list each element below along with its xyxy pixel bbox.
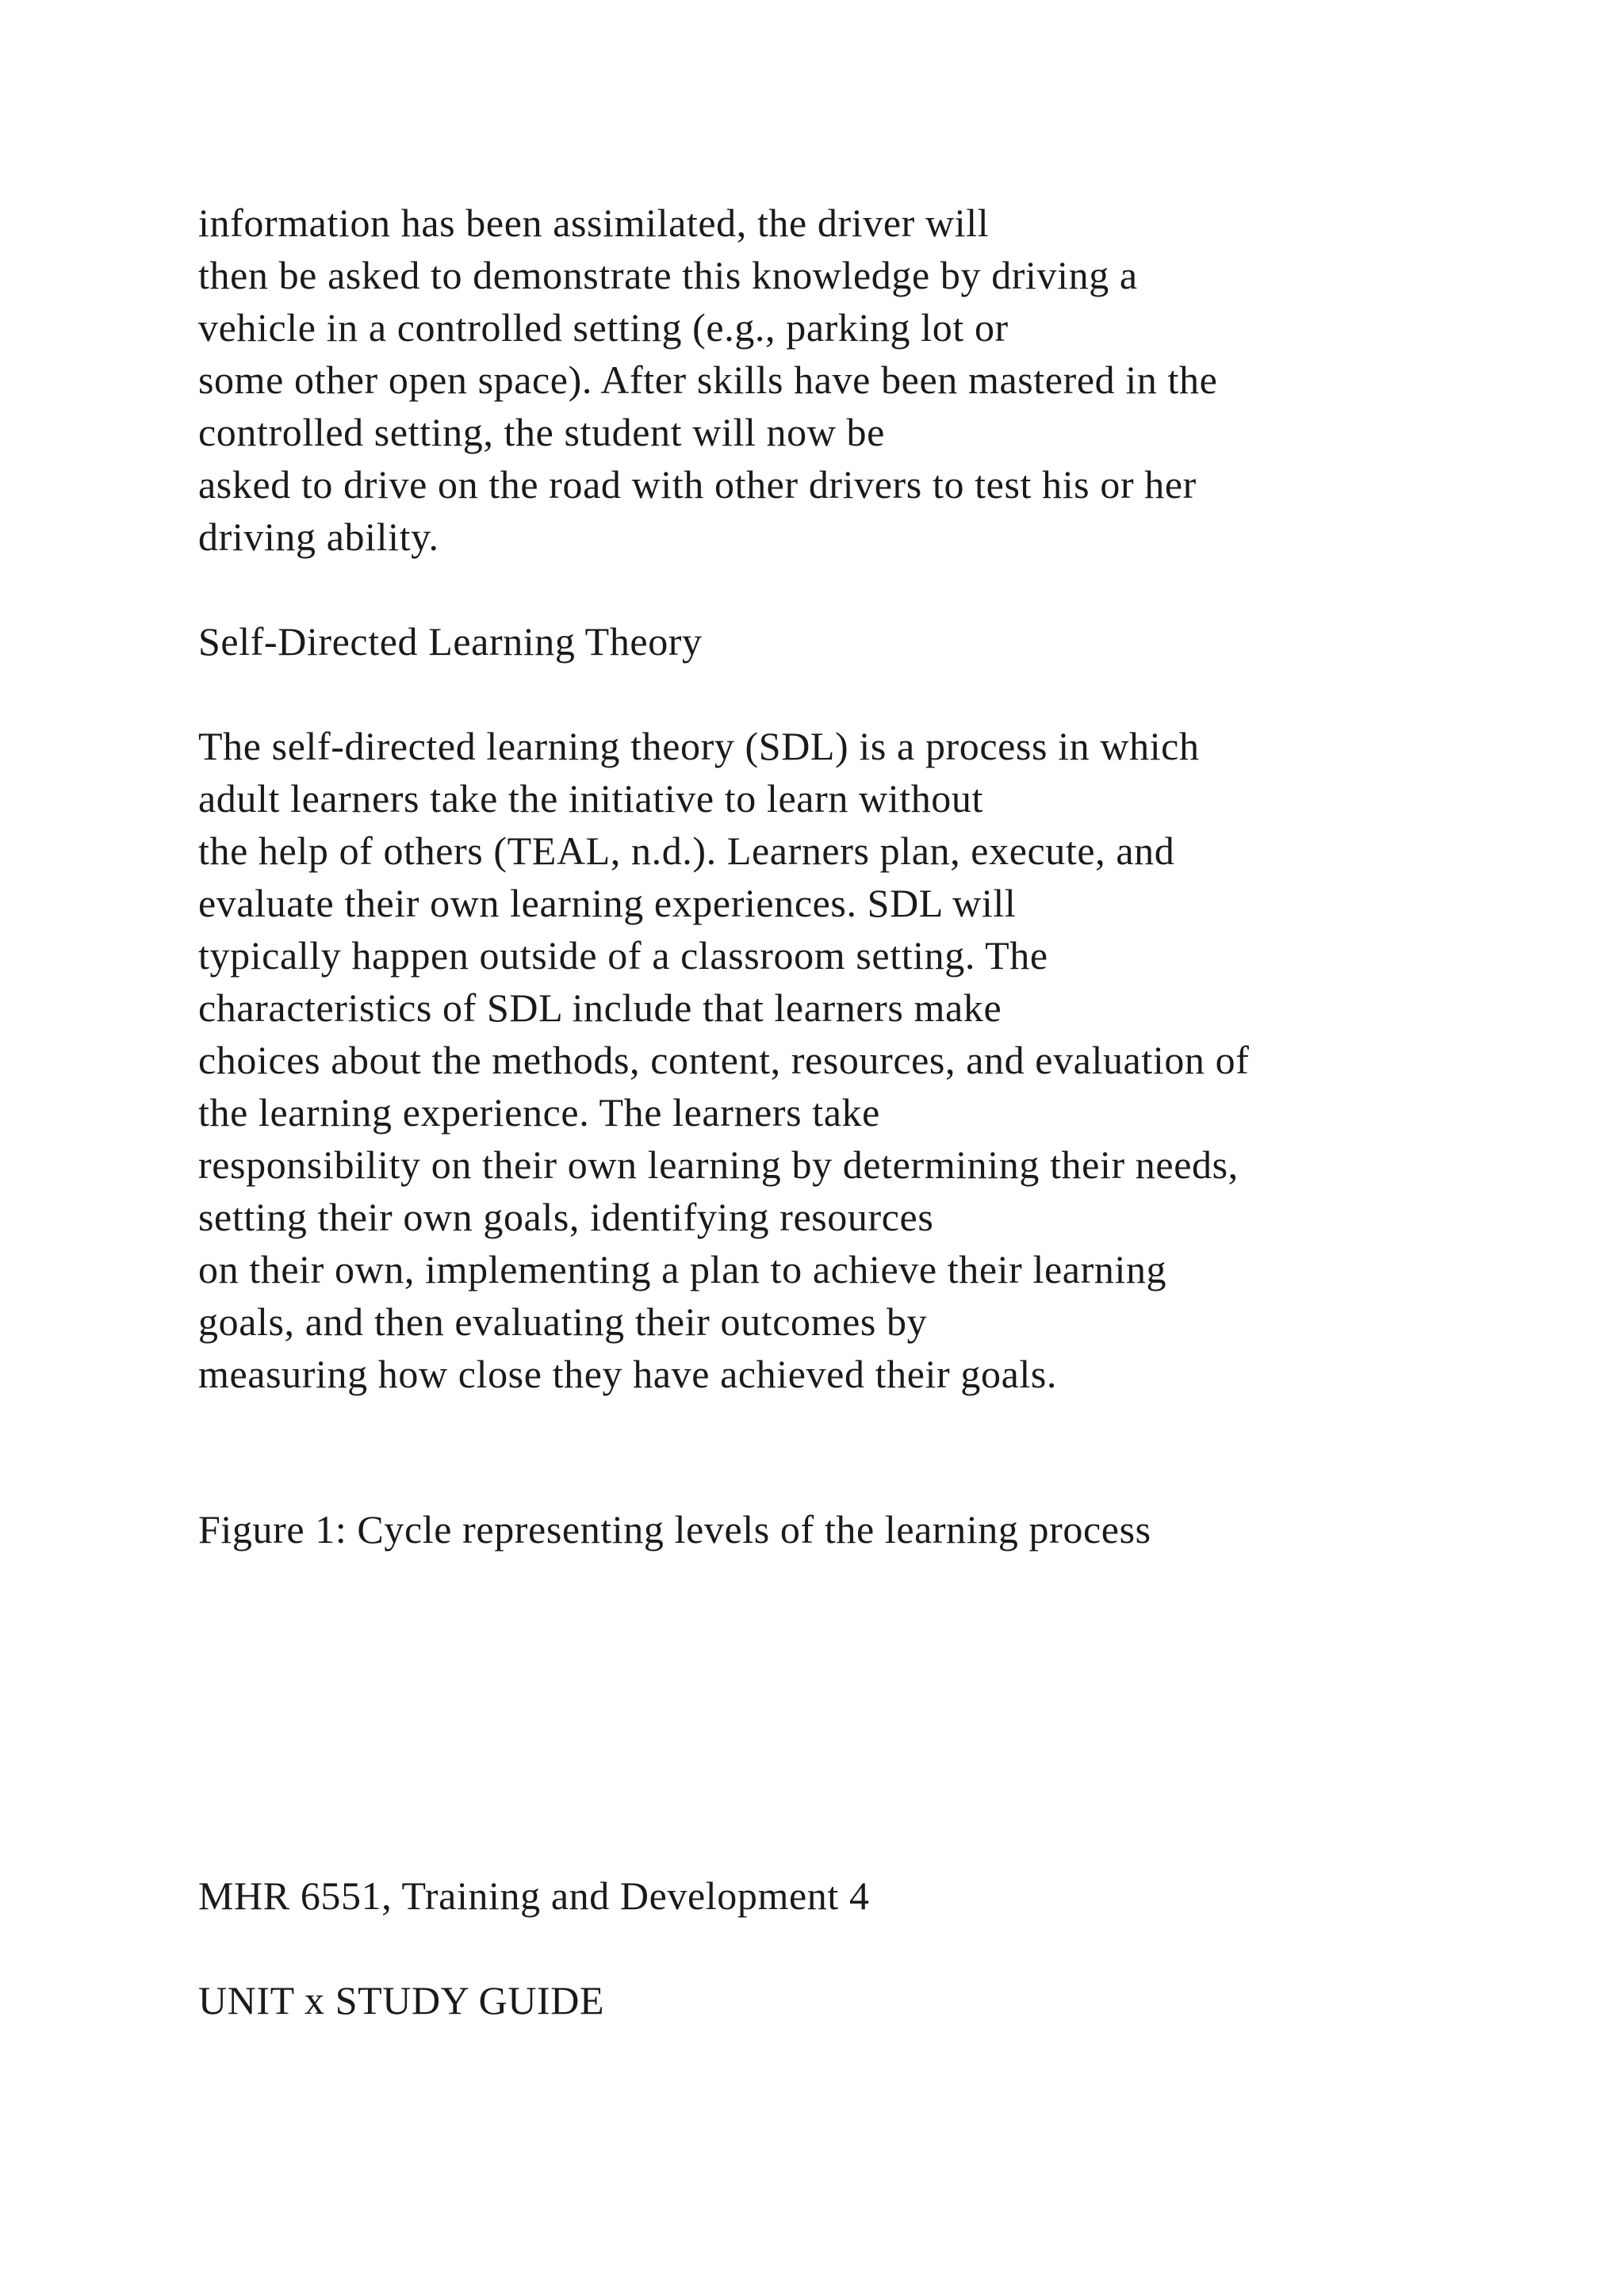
paragraph-1-line: some other open space). After skills have been mastered in the (198, 358, 1218, 402)
study-guide-footer: UNIT x STUDY GUIDE (198, 1978, 605, 2022)
paragraph-1-line: then be asked to demonstrate this knowledge by driving a (198, 253, 1138, 297)
paragraph-2-line: the learning experience. The learners take (198, 1090, 880, 1135)
paragraph-2-line: characteristics of SDL include that learners make (198, 985, 1002, 1030)
paragraph-1-line: vehicle in a controlled setting (e.g., parking lot or (198, 305, 1009, 350)
figure-caption: Figure 1: Cycle representing levels of the learning process (198, 1507, 1151, 1552)
paragraph-2-line: evaluate their own learning experiences. SDL will (198, 881, 1017, 925)
paragraph-2-line: responsibility on their own learning by determining their needs, (198, 1142, 1239, 1187)
course-footer: MHR 6551, Training and Development 4 (198, 1873, 870, 1918)
paragraph-2-line: the help of others (TEAL, n.d.). Learners plan, execute, and (198, 828, 1175, 873)
paragraph-2-line: measuring how close they have achieved their goals. (198, 1352, 1058, 1396)
section-heading: Self-Directed Learning Theory (198, 619, 703, 664)
paragraph-2-line: typically happen outside of a classroom setting. The (198, 933, 1048, 978)
paragraph-2-line: The self-directed learning theory (SDL) is a process in which (198, 724, 1200, 768)
paragraph-1-line: information has been assimilated, the driver will (198, 201, 990, 245)
paragraph-2-line: on their own, implementing a plan to achieve their learning (198, 1247, 1167, 1292)
paragraph-1-line: controlled setting, the student will now be (198, 410, 885, 454)
paragraph-2-line: adult learners take the initiative to learn without (198, 776, 983, 821)
paragraph-1-line: asked to drive on the road with other drivers to test his or her (198, 462, 1197, 507)
paragraph-2-line: setting their own goals, identifying resources (198, 1195, 934, 1239)
paragraph-2-line: choices about the methods, content, resources, and evaluation of (198, 1038, 1250, 1082)
paragraph-2-line: goals, and then evaluating their outcomes by (198, 1299, 928, 1344)
paragraph-1-line: driving ability. (198, 515, 439, 559)
